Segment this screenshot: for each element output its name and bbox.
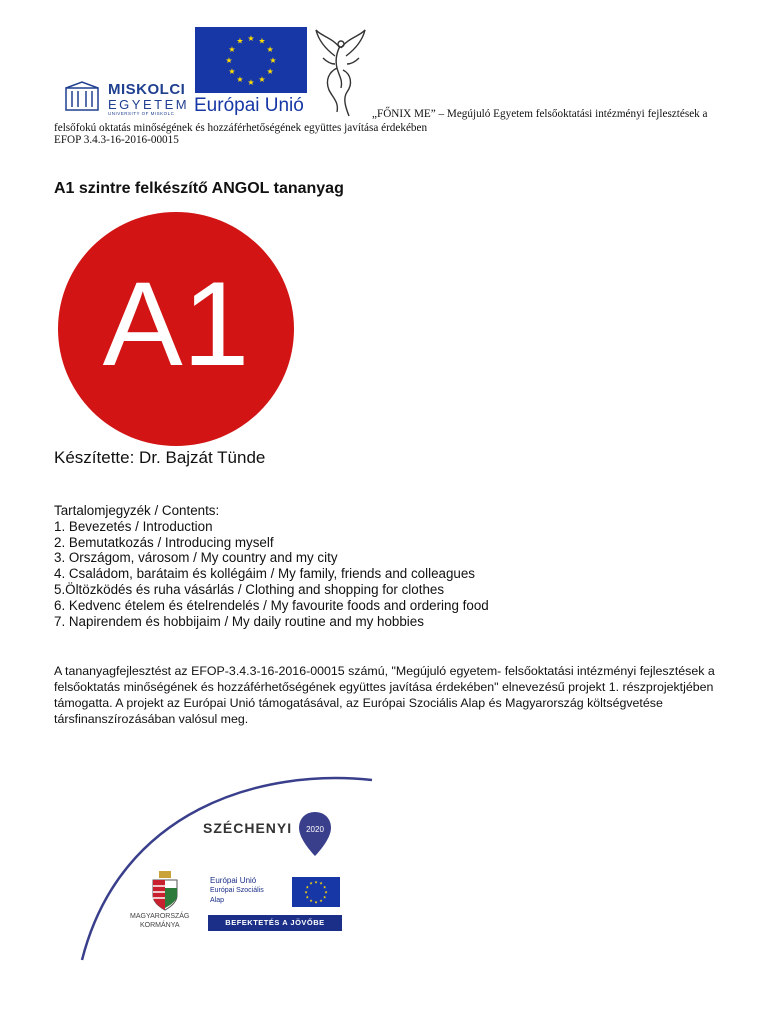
toc-heading: Tartalomjegyzék / Contents: [54, 503, 220, 518]
toc-item: 7. Napirendem és hobbijaim / My daily routine and my hobbies [54, 613, 424, 629]
invest-in-future-banner: BEFEKTETÉS A JÖVŐBE [208, 915, 342, 931]
toc-item: 2. Bemutatkozás / Introducing myself [54, 534, 274, 550]
document-title: A1 szintre felkészítő ANGOL tananyag [54, 180, 344, 197]
logo-text: EGYETEM [108, 97, 190, 112]
eu-label: Európai Unió [194, 95, 304, 116]
eu-star-icon: ★ [305, 884, 310, 890]
esf-label: Alap [210, 897, 225, 904]
toc-item: 4. Családom, barátaim és kollégáim / My family, friends and colleagues [54, 566, 476, 582]
esf-label: Európai Unió [210, 876, 257, 885]
eu-star-icon: ★ [319, 898, 323, 904]
logo-text: MISKOLCI [108, 81, 186, 98]
toc-item: 6. Kedvenc ételem és ételrendelés / My favourite foods and ordering food [54, 597, 489, 613]
eu-star-icon: ★ [305, 894, 310, 900]
government-label: KORMÁNYA [140, 922, 180, 929]
project-title-line: „FŐNIX ME” – Megújuló Egyetem felsőoktatási intézményi fejlesztések a [372, 108, 708, 120]
eu-star-icon: ★ [236, 36, 244, 46]
funding-line: társfinanszírozásában valósul meg. [54, 712, 249, 726]
project-title-line: felsőfokú oktatás minőségének és hozzáférhetőségének együttes javítása érdekében [54, 122, 428, 134]
eu-star-icon: ★ [228, 44, 236, 54]
eu-star-icon: ★ [314, 899, 318, 905]
funding-line: támogatta. A projekt az Európai Unió támogatásával, az Európai Szociális Alap és Magyarország költségvetése [54, 696, 663, 710]
eu-star-icon: ★ [322, 894, 327, 900]
eu-star-icon: ★ [269, 55, 277, 65]
government-label: MAGYARORSZÁG [130, 913, 190, 920]
table-of-contents [54, 503, 489, 629]
toc-item: 3. Országom, városom / My country and my city [54, 550, 338, 566]
eu-star-icon: ★ [258, 74, 266, 84]
project-code: EFOP 3.4.3-16-2016-00015 [54, 134, 179, 146]
eu-star-icon: ★ [309, 880, 313, 886]
university-of-miskolc-logo [62, 80, 192, 116]
eu-star-icon: ★ [258, 36, 266, 46]
funding-line: A tananyagfejlesztést az EFOP-3.4.3-16-2016-00015 számú, "Megújuló egyetem- felsőoktatási intézményi fejlesztések a [54, 664, 715, 678]
eu-star-icon: ★ [266, 66, 274, 76]
university-seal-icon [62, 80, 102, 114]
eu-star-icon: ★ [266, 44, 274, 54]
toc-item: 5.Öltözködés és ruha vásárlás / Clothing and shopping for clothes [54, 581, 445, 597]
esf-label: Európai Szociális [210, 887, 264, 894]
eu-star-icon: ★ [322, 884, 327, 890]
logo-text: UNIVERSITY OF MISKOLC [108, 111, 175, 116]
a1-badge-label: A1 [102, 257, 250, 391]
eu-flag-icon [195, 27, 307, 93]
szechenyi-year: 2020 [306, 825, 324, 834]
eu-star-icon: ★ [228, 66, 236, 76]
eu-star-icon: ★ [314, 879, 318, 885]
eu-star-icon: ★ [236, 74, 244, 84]
location-pin-icon [296, 810, 334, 860]
eu-star-icon: ★ [247, 77, 255, 87]
eu-flag-small-icon [292, 877, 340, 907]
hungarian-coat-of-arms-icon [145, 870, 185, 912]
eu-star-icon: ★ [324, 889, 328, 895]
eu-star-icon: ★ [247, 33, 255, 43]
decorative-arc [80, 770, 380, 970]
szechenyi-2020-logo: SZÉCHENYI [203, 820, 293, 836]
funding-statement [54, 663, 754, 727]
phoenix-logo-icon [313, 28, 368, 120]
esf-logo [205, 873, 345, 933]
eu-star-icon: ★ [304, 889, 308, 895]
funding-line: felsőoktatás minőségének és hozzáférhetőségének együttes javítása érdekében" elnevezésű projekt 1. részprojektjében [54, 680, 714, 694]
toc-item: 1. Bevezetés / Introduction [54, 518, 213, 534]
eu-star-icon: ★ [319, 880, 323, 886]
author-line: Készítette: Dr. Bajzát Tünde [54, 448, 266, 467]
eu-star-icon: ★ [309, 898, 313, 904]
eu-star-icon: ★ [225, 55, 233, 65]
